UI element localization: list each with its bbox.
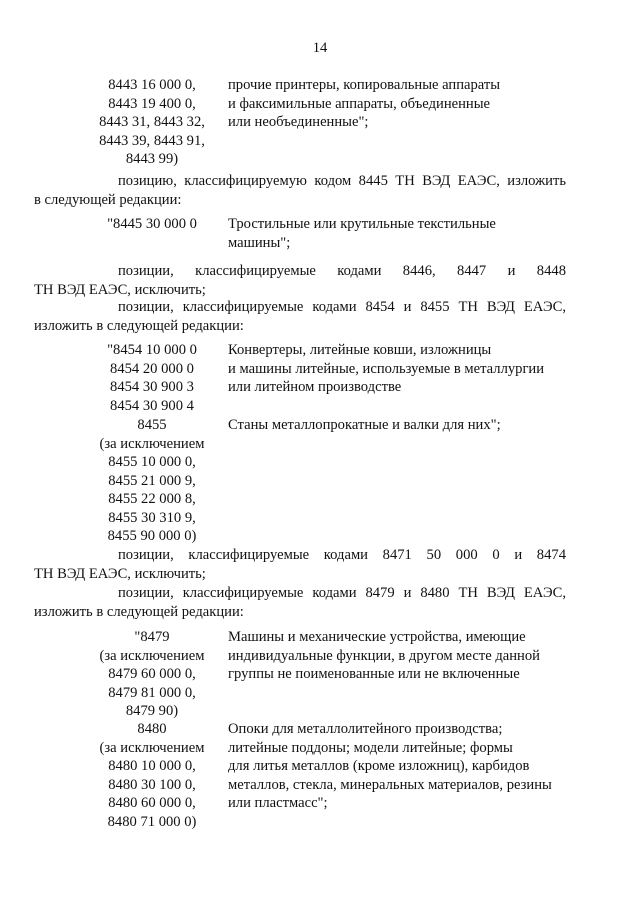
code-line: 8480 <box>137 721 167 737</box>
code-line: 8443 39, 8443 91, <box>99 132 205 149</box>
code-line: 8455 30 310 9, <box>108 509 196 526</box>
desc-line: прочие принтеры, копировальные аппараты <box>228 77 501 93</box>
amendment-paragraph <box>34 172 566 209</box>
tariff-description <box>228 720 568 813</box>
code-line: 8443 99) <box>125 151 179 167</box>
desc-line: литейные поддоны; модели литейные; формы <box>228 739 513 756</box>
code-line: (за исключением <box>99 739 205 756</box>
tariff-code <box>76 76 228 169</box>
code-line: 8455 <box>137 417 167 433</box>
desc-line: или пластмасс"; <box>228 795 328 811</box>
code-line: 8480 30 100 0, <box>108 776 196 793</box>
code-line: "8479 <box>134 629 170 645</box>
desc-line: Машины и механические устройства, имеющие <box>228 629 526 645</box>
amendment-paragraph <box>34 546 566 583</box>
code-line: 8454 30 900 4 <box>110 397 194 414</box>
para-line: изложить в следующей редакции: <box>34 603 244 620</box>
desc-line: Опоки для металлолитейного производства; <box>228 721 503 737</box>
amendment-paragraph <box>34 262 566 299</box>
para-line: позиции, классифицируемые кодами 8446, 8447 и 8448 <box>118 263 566 279</box>
code-line: 8455 90 000 0) <box>107 528 197 544</box>
code-line: 8479 60 000 0, <box>108 666 196 682</box>
tariff-entry <box>76 720 566 831</box>
tariff-description <box>228 341 568 397</box>
code-line: 8455 22 000 8, <box>108 491 196 507</box>
tariff-entry <box>76 628 566 721</box>
desc-line: и машины литейные, используемые в металлургии <box>228 360 545 377</box>
desc-line: или необъединенные"; <box>228 114 369 130</box>
code-line: (за исключением <box>99 647 205 664</box>
tariff-entry <box>76 76 566 169</box>
tariff-description <box>228 76 568 132</box>
para-line: позиции, классифицируемые кодами 8454 и 8455 ТН ВЭД ЕАЭС, <box>118 299 566 315</box>
tariff-entry <box>76 215 566 251</box>
para-line: ТН ВЭД ЕАЭС, исключить; <box>34 281 206 298</box>
amendment-paragraph <box>34 298 566 335</box>
desc-line: группы не поименованные или не включенные <box>228 666 520 682</box>
desc-line: Тростильные или крутильные текстильные <box>228 216 496 232</box>
tariff-entry <box>76 416 566 546</box>
code-line: 8454 30 900 3 <box>110 379 194 395</box>
code-line: 8479 90) <box>125 703 179 719</box>
code-line: 8443 31, 8443 32, <box>99 114 205 130</box>
code-line: 8480 60 000 0, <box>108 795 196 811</box>
tariff-entry <box>76 341 566 415</box>
para-line: ТН ВЭД ЕАЭС, исключить; <box>34 565 206 582</box>
para-line: изложить в следующей редакции: <box>34 317 244 334</box>
desc-line: машины"; <box>228 234 291 251</box>
desc-line: Станы металлопрокатные и валки для них"; <box>228 417 501 433</box>
page-number: 14 <box>312 40 328 56</box>
tariff-code <box>76 215 228 234</box>
tariff-code <box>76 416 228 546</box>
desc-line: Конвертеры, литейные ковши, изложницы <box>228 342 492 358</box>
code-line: "8454 10 000 0 <box>107 342 197 358</box>
tariff-code <box>76 628 228 721</box>
tariff-description <box>228 416 568 435</box>
code-line: 8479 81 000 0, <box>108 684 196 701</box>
code-line: 8480 71 000 0) <box>107 813 197 830</box>
code-line: 8443 19 400 0, <box>108 95 196 112</box>
para-line: в следующей редакции: <box>34 191 182 208</box>
desc-line: металлов, стекла, минеральных материалов, резины <box>228 776 552 793</box>
para-line: позиции, классифицируемые кодами 8471 50 000 0 и 8474 <box>118 547 566 563</box>
para-line: позиции, классифицируемые кодами 8479 и 8480 ТН ВЭД ЕАЭС, <box>118 585 566 601</box>
desc-line: индивидуальные функции, в другом месте данной <box>228 647 540 664</box>
code-line: (за исключением <box>99 435 205 452</box>
code-line: 8454 20 000 0 <box>110 360 194 377</box>
desc-line: или литейном производстве <box>228 379 402 395</box>
tariff-code <box>76 720 228 831</box>
tariff-description <box>228 628 568 684</box>
amendment-paragraph <box>34 584 566 621</box>
tariff-description <box>228 215 568 252</box>
desc-line: для литья металлов (кроме изложниц), карбидов <box>228 758 530 774</box>
code-line: "8445 30 000 0 <box>107 216 197 232</box>
para-line: позицию, классифицируемую кодом 8445 ТН ВЭД ЕАЭС, изложить <box>118 173 566 189</box>
desc-line: и факсимильные аппараты, объединенные <box>228 95 491 112</box>
code-line: 8455 10 000 0, <box>108 454 196 470</box>
tariff-code <box>76 341 228 415</box>
code-line: 8455 21 000 9, <box>108 472 196 489</box>
code-line: 8443 16 000 0, <box>108 77 196 93</box>
code-line: 8480 10 000 0, <box>108 758 196 774</box>
